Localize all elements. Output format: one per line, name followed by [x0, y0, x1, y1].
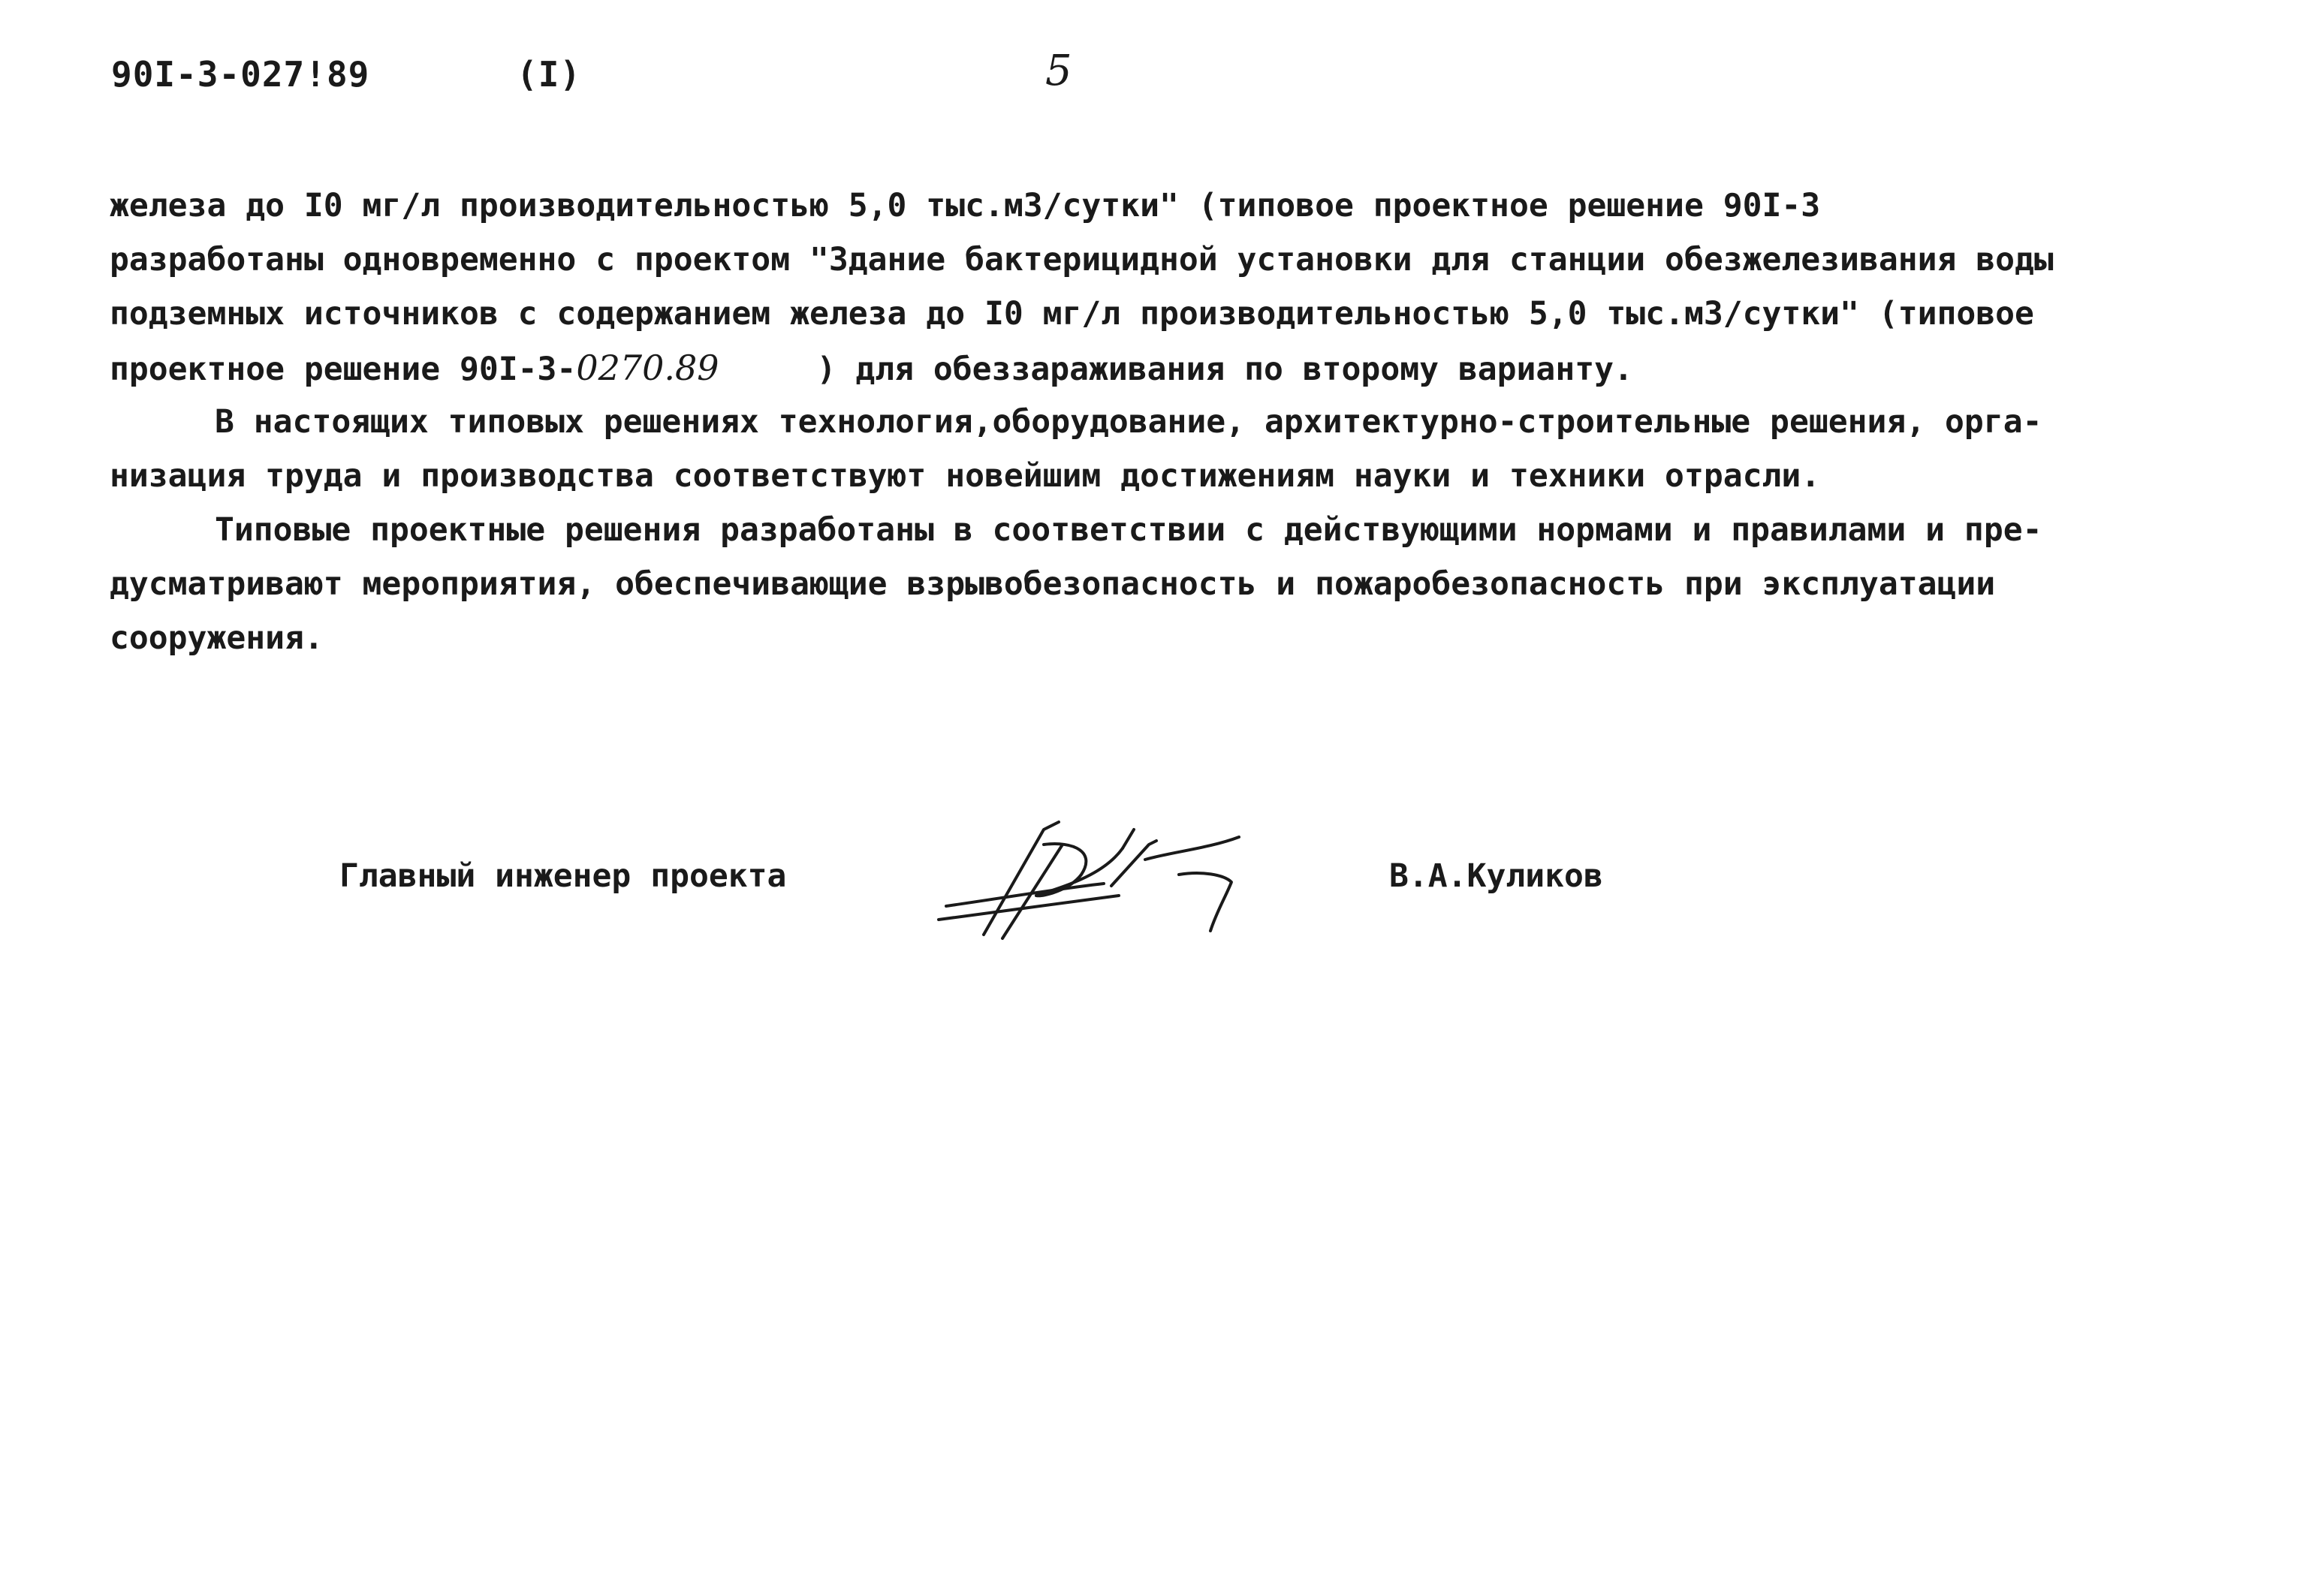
- handwritten-number: 0270.89: [576, 348, 719, 388]
- text-line: подземных источников с содержанием железа до I0 мг/л производительностью 5,0 тыс.м3/сутки" (типовое: [110, 295, 2034, 333]
- page-number: 5: [1045, 47, 1072, 95]
- text-line: низация труда и производства соответствуют новейшим достижениям науки и техники отрасли.: [110, 457, 1821, 495]
- text-line: [110, 341, 2212, 395]
- handwritten-signature: [931, 815, 1262, 942]
- body-text: [110, 179, 2212, 665]
- paragraph-first-line: Типовые проектные решения разработаны в соответствии с действующими нормами и правилами и пре-: [215, 511, 2042, 549]
- signatory-name: В.А.Куликов: [1389, 857, 1603, 895]
- text-line: разработаны одновременно с проектом "Здание бактерицидной установки для станции обезжелезивания воды: [110, 241, 2054, 279]
- text-line: сооружения.: [110, 619, 324, 657]
- text-fragment: проектное решение 90I-3-: [110, 351, 577, 388]
- signatory-title: Главный инженер проекта: [339, 857, 787, 895]
- volume-number: (I): [517, 54, 582, 95]
- document-code: 90I-3-027!89: [111, 54, 370, 95]
- text-fragment: ) для обеззараживания по второму варианту.: [816, 351, 1633, 388]
- text-line: железа до I0 мг/л производительностью 5,0 тыс.м3/сутки" (типовое проектное решение 90I-3: [110, 187, 1821, 224]
- paragraph-first-line: В настоящих типовых решениях технология,оборудование, архитектурно-строительные решения, орга-: [215, 403, 2042, 441]
- text-line: дусматривают мероприятия, обеспечивающие взрывобезопасность и пожаробезопасность при эксплуатации: [110, 565, 1996, 603]
